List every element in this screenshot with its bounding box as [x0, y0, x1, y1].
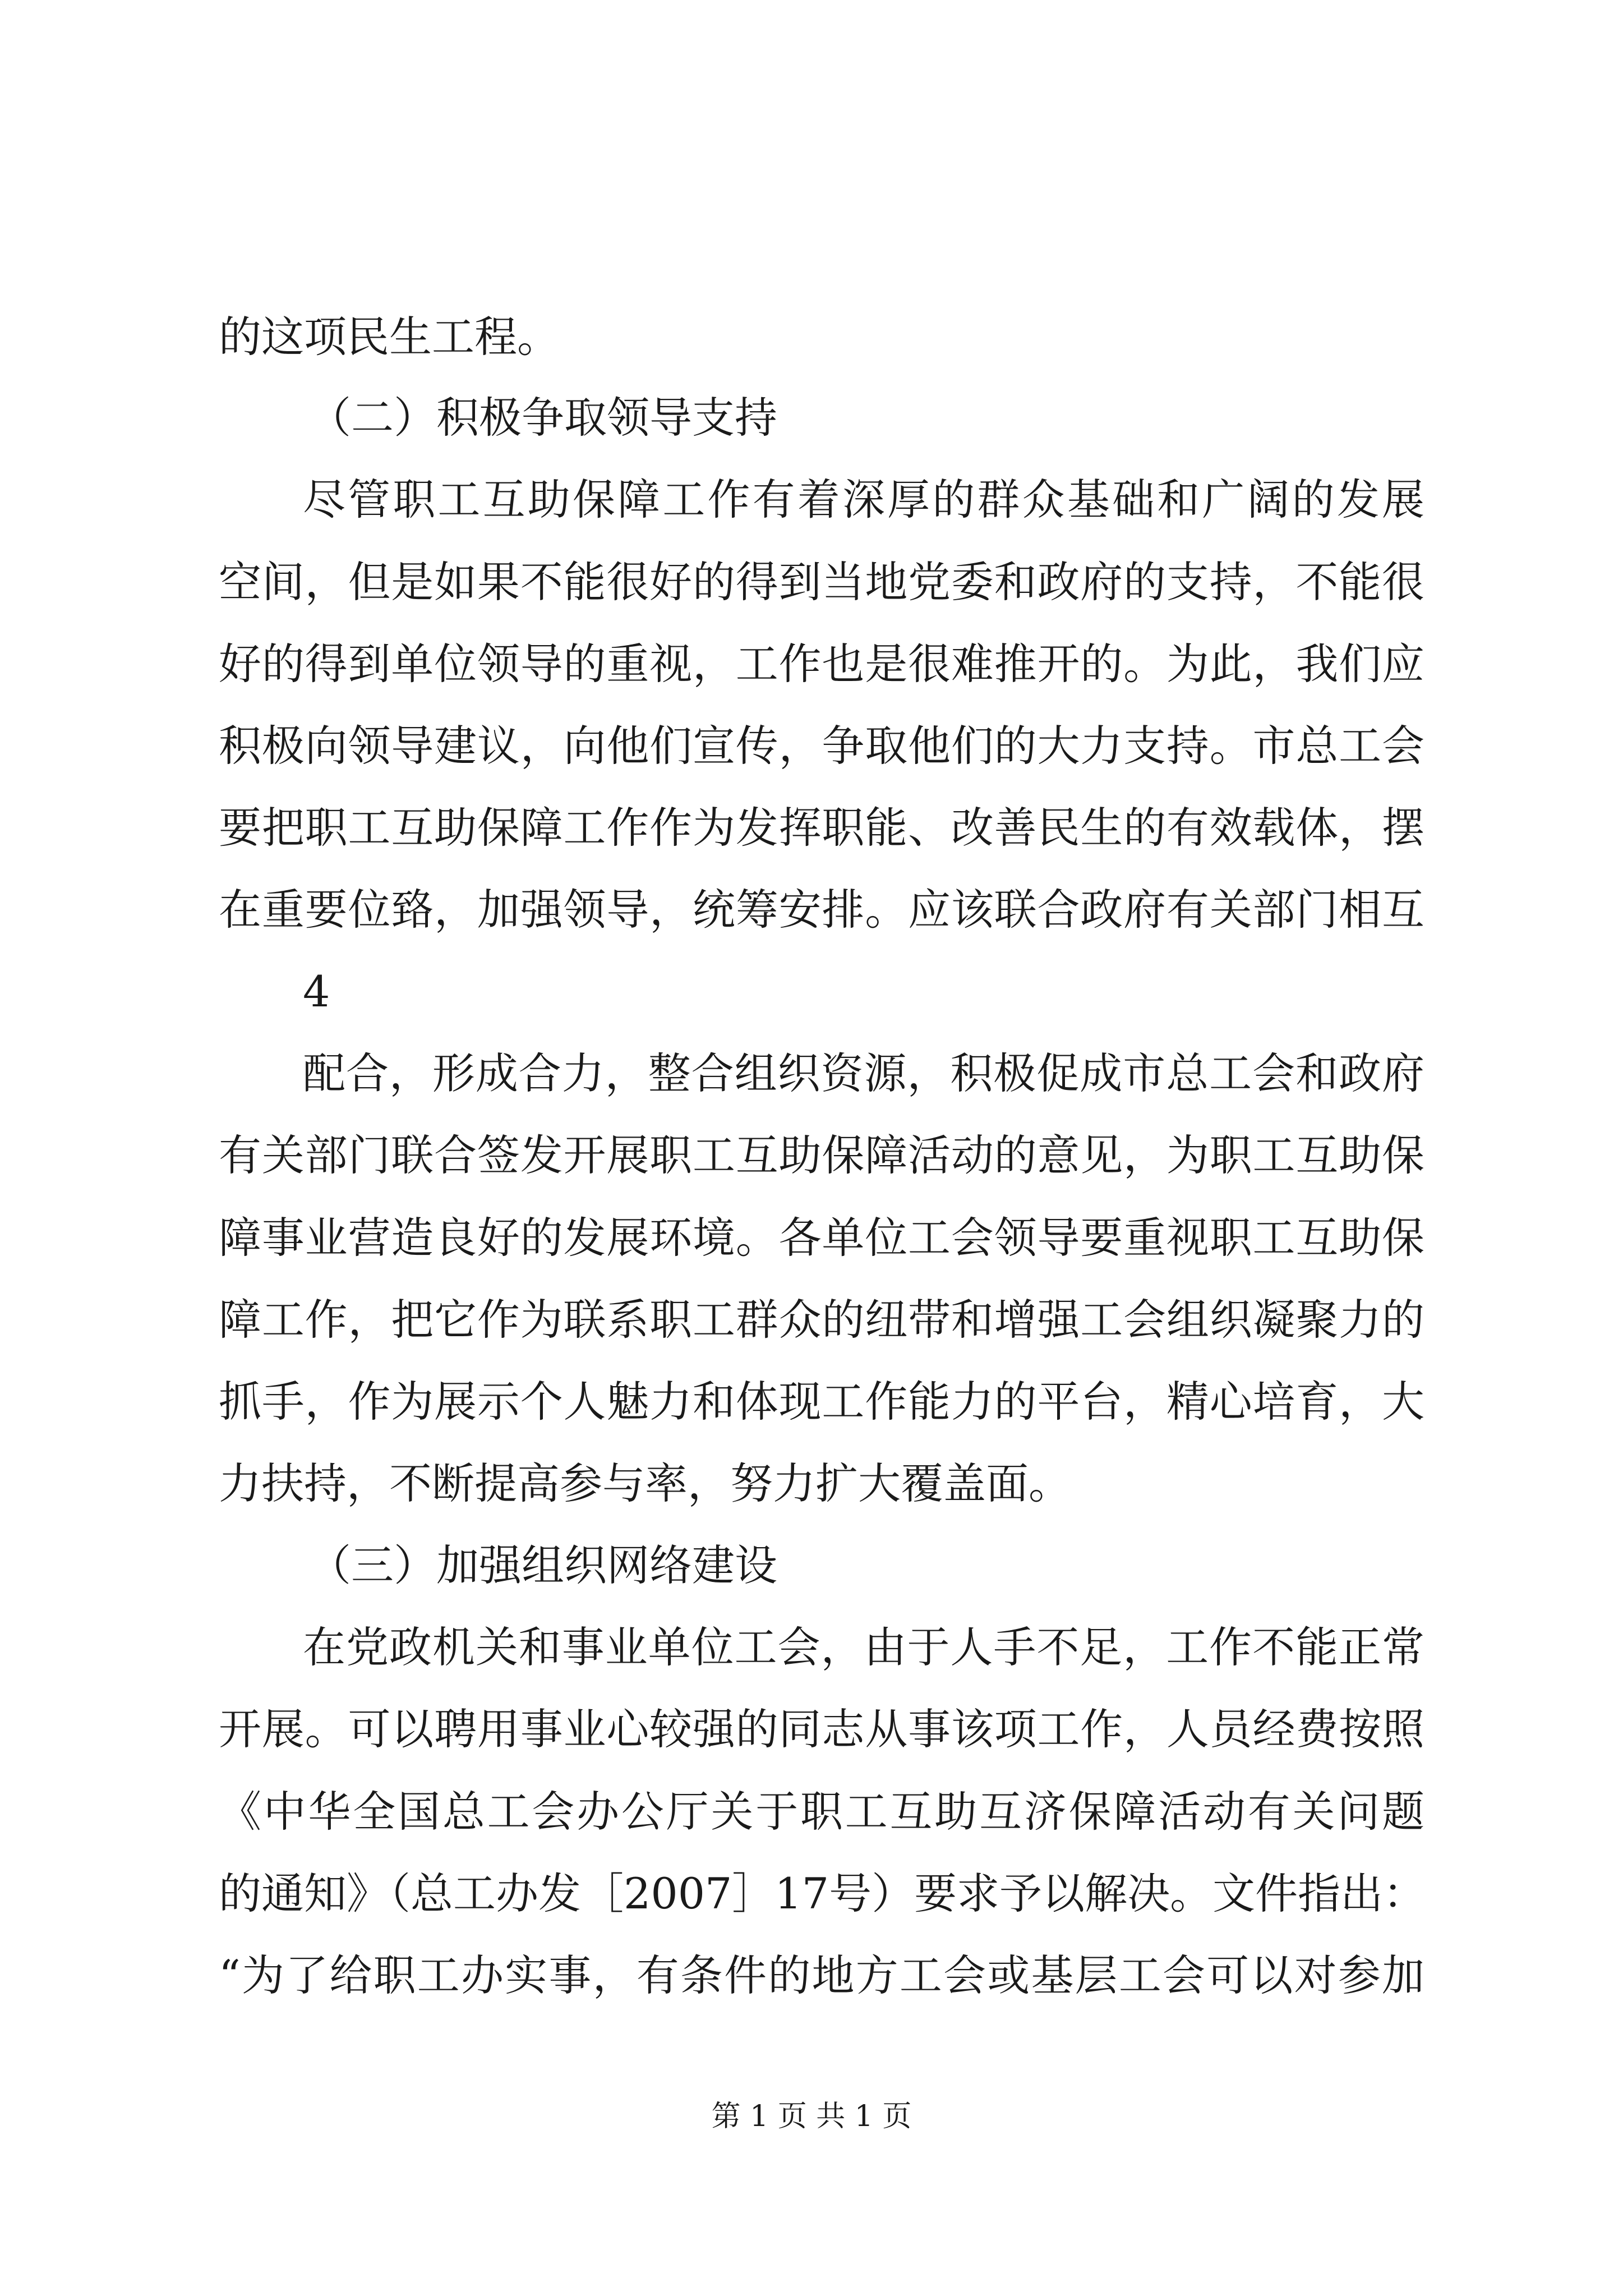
text-line: “为了给职工办实事，有条件的地方工会或基层工会可以对参加	[219, 1950, 1424, 2000]
page-marker: 4	[303, 967, 330, 1016]
text-line: 尽管职工互助保障工作有着深厚的群众基础和广阔的发展	[303, 475, 1424, 524]
text-line: 在党政机关和事业单位工会，由于人手不足，工作不能正常	[303, 1622, 1424, 1672]
text-line: 的通知》（总工办发［2007］17号）要求予以解决。文件指出：	[219, 1869, 1426, 1918]
section-heading: （二）积极争取领导支持	[308, 393, 777, 443]
text-line: 在重要位臵，加强领导，统筹安排。应该联合政府有关部门相互	[219, 885, 1424, 935]
text-line: 配合，形成合力，整合组织资源，积极促成市总工会和政府	[303, 1048, 1424, 1098]
text-line: 力扶持，不断提高参与率，努力扩大覆盖面。	[219, 1458, 1071, 1508]
text-line: 《中华全国总工会办公厅关于职工互助互济保障活动有关问题	[219, 1787, 1424, 1837]
text-line: 空间，但是如果不能很好的得到当地党委和政府的支持，不能很	[219, 557, 1424, 607]
text-line: 开展。可以聘用事业心较强的同志从事该项工作，人员经费按照	[219, 1704, 1424, 1754]
text-line: 积极向领导建议，向他们宣传，争取他们的大力支持。市总工会	[219, 721, 1424, 771]
text-line: 抓手，作为展示个人魅力和体现工作能力的平台，精心培育，大	[219, 1377, 1424, 1427]
text-line: 好的得到单位领导的重视，工作也是很难推开的。为此，我们应	[219, 639, 1424, 689]
text-line: 的这项民生工程。	[219, 312, 560, 362]
text-line: 障事业营造良好的发展环境。各单位工会领导要重视职工互助保	[219, 1213, 1424, 1263]
section-heading: （三）加强组织网络建设	[308, 1540, 777, 1590]
text-line: 障工作，把它作为联系职工群众的纽带和增强工会组织凝聚力的	[219, 1295, 1424, 1345]
page-footer: 第 1 页 共 1 页	[711, 2100, 912, 2133]
text-line: 有关部门联合签发开展职工互助保障活动的意见，为职工互助保	[219, 1130, 1424, 1180]
text-line: 要把职工互助保障工作作为发挥职能、改善民生的有效载体，摆	[219, 803, 1424, 853]
